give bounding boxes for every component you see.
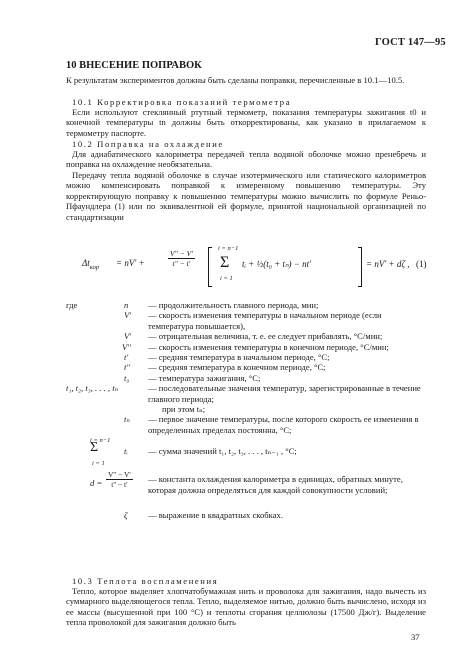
intro-paragraph: К результатам экспериментов должны быть сделаны поправки, перечисленные в 10.1—10.5.: [66, 75, 405, 85]
formula-fraction: [168, 249, 195, 268]
where-item: V' — отрицательная величина, т. е. ее следует прибавлять, °С/мин;: [124, 331, 383, 342]
left-bracket: [208, 247, 212, 287]
where-item: V' — скорость изменения температуры в начальном периоде (если температура повышается),: [124, 310, 382, 331]
formula-1: [82, 245, 432, 293]
section-title: 10 ВНЕСЕНИЕ ПОПРАВОК: [66, 60, 202, 71]
where-item: t₀ — температура зажигания, °С;: [124, 372, 261, 383]
formula-rhs: = nV' + dζ ,: [366, 259, 410, 269]
where-item: t'' — средняя температура в конечном периоде, °С;: [124, 362, 326, 373]
s103-body: Тепло, которое выделяет хлопчатобумажная нить и проволока для зажигания, надо вычесть из суммарного выделяющегося тепла. Тепло, выделяемое нитью, должно быть вычислено, исходя из ее массы (высушенной при 100 °С) и теплоты сгорания целлюлозы (17500 Дж/г). Выделение тепла проволокой для зажигания должно быть: [66, 586, 426, 628]
sum-sign: Σ: [220, 254, 230, 271]
fraction-denominator: t'' − t': [172, 259, 191, 268]
where-item: при этом tₙ;: [162, 403, 206, 414]
sum-lower-limit: i = 1: [220, 275, 233, 282]
s101-heading: 10.1 Корректировка показаний термометра: [72, 97, 292, 107]
where-item: t' — средняя температура в начальном периоде, °С;: [124, 351, 330, 362]
where-item: i = n−1 Σ i = 1 tᵢ — сумма значений t₁, t₂, t₃, . . . , tₙ₋₁ , °С;: [66, 436, 428, 470]
s102-paragraph-1: Для адиабатического калориметра передачей тепла водяной оболочке можно пренебречь и поправка на охлаждение необязательна.: [66, 149, 426, 170]
formula-lhs: Δt: [82, 258, 90, 268]
where-item: d = $\frac{V'' - V'}{t'' - t'}$ — константа охлаждения калориметра в единицах, обратных минуте, которая должна определяться для каждой совокупности условий;: [90, 470, 403, 495]
formula-number: (1): [416, 259, 427, 269]
sum-upper-limit: i = n−1: [218, 245, 239, 252]
fraction-numerator: V'' − V': [170, 249, 193, 258]
where-label: где: [66, 300, 78, 310]
formula-lhs-sub: кор: [89, 263, 100, 271]
where-item: ζ — выражение в квадратных скобках.: [124, 510, 283, 521]
d-fraction: $\frac{V'' - V'}{t'' - t'}$: [108, 470, 131, 490]
sum-sign: Σ: [90, 440, 99, 456]
where-item: V'' — скорость изменения температуры в конечном периоде, °С/мин;: [122, 341, 389, 352]
where-item: n — продолжительность главного периода, мин;: [124, 300, 319, 310]
page-number: 37: [411, 632, 420, 642]
sum-limit-bottom: i = 1: [92, 460, 105, 468]
s102-paragraph-2: Передачу тепла водяной оболочке в случае изотермического или статического калориметров можно компенсировать поправкой к измеренному повышению температуры. Эту корректирующую поправку к повышению температуры можно вычислить по формуле Реньо-Пфаундлера (1) или по эквивалентной ей формуле, принятой национальной организацией по стандартизации: [66, 170, 426, 222]
formula-eq: = nV' +: [116, 258, 145, 268]
right-bracket: [358, 247, 362, 287]
s101-body: Если используют стеклянный ртутный термометр, показания температуры зажигания t0 и конечной температуры tn должны быть откорректированы, как указано в прилагаемом к термометру паспорте.: [66, 107, 426, 138]
where-item: t₁, t₂, t₃, . . . , tₙ — последовательные значения температур, зарегистрированные в течение главного периода;: [66, 383, 421, 404]
s103-heading: 10.3 Теплота воспламенения: [72, 576, 219, 586]
sum-limit-top: i = n−1: [90, 437, 111, 445]
sum-body: tᵢ + ½(t₀ + tₙ) − nt': [242, 259, 312, 269]
standard-header: ГОСТ 147—95: [375, 37, 446, 48]
where-item: tₙ — первое значение температуры, после которого скорость ее изменения в определенных пределах постоянна, °С;: [124, 414, 419, 435]
where-list: [66, 300, 428, 521]
s102-heading: 10.2 Поправка на охлаждение: [72, 139, 224, 149]
